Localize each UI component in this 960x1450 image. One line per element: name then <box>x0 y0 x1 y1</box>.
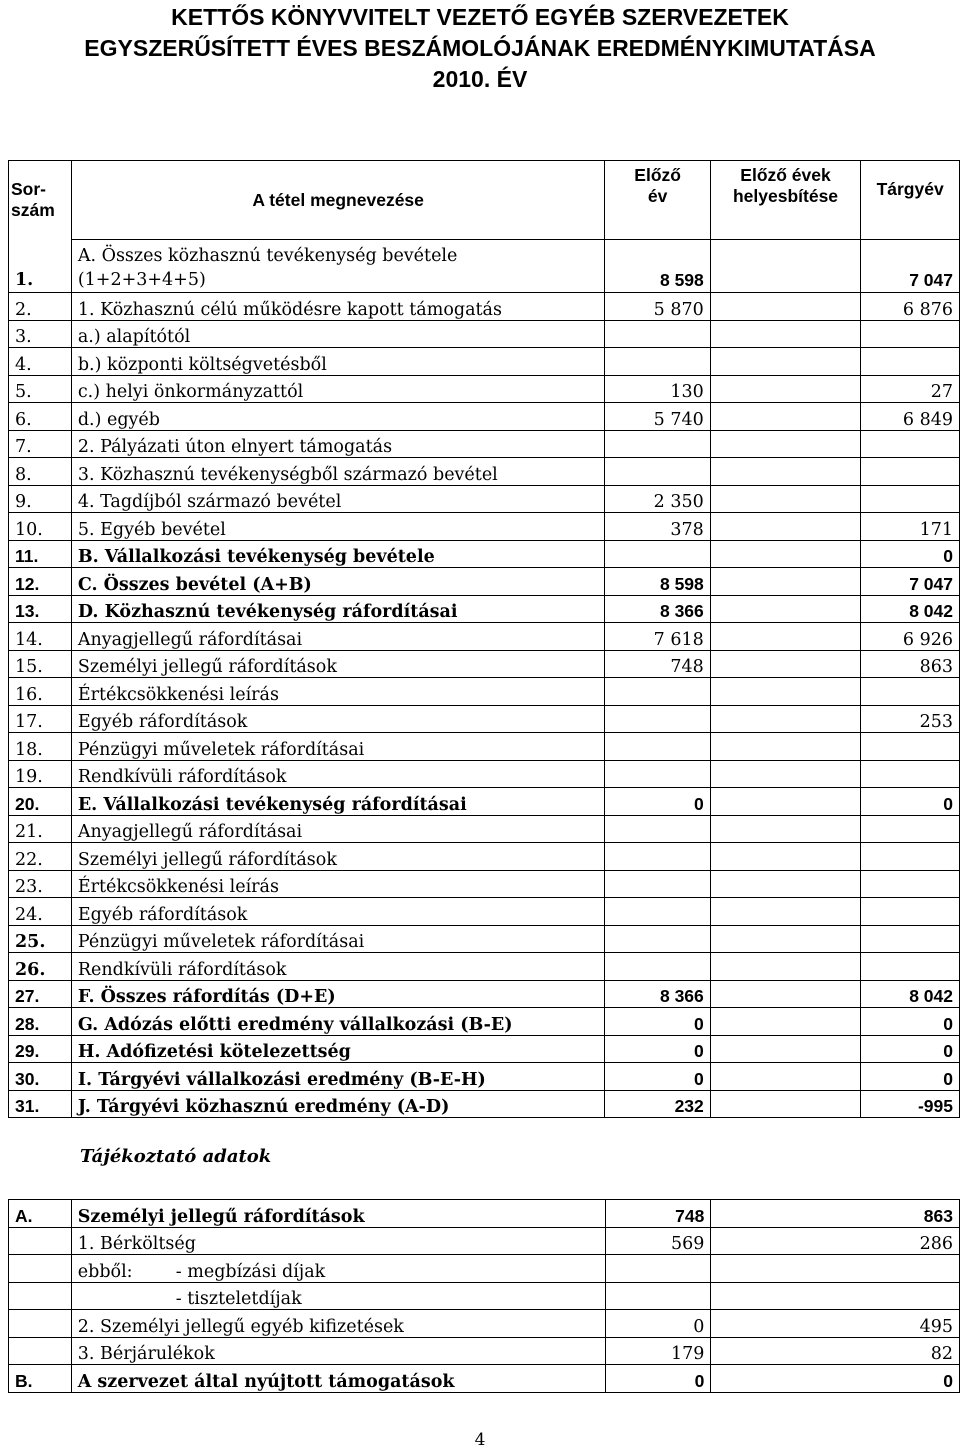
info-previous-year-value <box>605 1255 711 1283</box>
row-number: 21. <box>9 815 72 843</box>
adjustment-value <box>710 870 860 898</box>
header-row-number: Sor- szám <box>9 161 72 240</box>
adjustment-value <box>710 458 860 486</box>
info-item-name <box>71 1282 605 1310</box>
previous-year-value <box>605 348 710 376</box>
previous-year-value <box>605 815 710 843</box>
row-number: 2. <box>9 293 72 321</box>
table-row <box>9 293 960 321</box>
current-year-value <box>861 925 960 953</box>
item-name: Személyi jellegű ráfordítások <box>71 650 605 678</box>
current-year-value: 0 <box>861 540 960 568</box>
info-row <box>9 1282 960 1310</box>
table-row <box>9 980 960 1008</box>
info-current-year-value <box>711 1255 960 1283</box>
info-previous-year-value: 0 <box>605 1310 711 1338</box>
header-previous-year: Előző év <box>605 161 710 240</box>
info-row-label: B. <box>9 1365 72 1393</box>
previous-year-value: 5 740 <box>605 403 710 431</box>
current-year-value <box>861 348 960 376</box>
current-year-value <box>861 898 960 926</box>
current-year-value: 0 <box>861 1035 960 1063</box>
info-row <box>9 1365 960 1393</box>
previous-year-value <box>605 705 710 733</box>
row-number: 19. <box>9 760 72 788</box>
adjustment-value <box>710 320 860 348</box>
table-row <box>9 458 960 486</box>
table-row <box>9 320 960 348</box>
row-number: 27. <box>9 980 72 1008</box>
row-number: 30. <box>9 1063 72 1091</box>
info-row <box>9 1227 960 1255</box>
item-name: I. Tárgyévi vállalkozási eredmény (B-E-H) <box>71 1063 605 1091</box>
item-name: a.) alapítótól <box>71 320 605 348</box>
adjustment-value <box>710 293 860 321</box>
table-row <box>9 1008 960 1036</box>
info-row-label <box>9 1310 72 1338</box>
table-row <box>9 650 960 678</box>
current-year-value <box>861 870 960 898</box>
info-previous-year-value: 0 <box>605 1365 711 1393</box>
item-name: E. Vállalkozási tevékenység ráfordításai <box>71 788 605 816</box>
supplementary-info-table <box>8 1199 960 1393</box>
current-year-value <box>861 733 960 761</box>
table-row <box>9 1035 960 1063</box>
previous-year-value <box>605 925 710 953</box>
current-year-value: 8 042 <box>861 595 960 623</box>
adjustment-value <box>710 760 860 788</box>
item-name: 1. Közhasznú célú működésre kapott támogatás <box>71 293 605 321</box>
row-number: 13. <box>9 595 72 623</box>
info-previous-year-value: 569 <box>605 1227 711 1255</box>
adjustment-value <box>710 485 860 513</box>
info-item-subname: - megbízási díjak <box>175 1261 326 1282</box>
current-year-value <box>861 458 960 486</box>
header-item-name: A tétel megnevezése <box>71 161 605 240</box>
row-number: 11. <box>9 540 72 568</box>
previous-year-value <box>605 733 710 761</box>
current-year-value: 0 <box>861 1008 960 1036</box>
previous-year-value: 5 870 <box>605 293 710 321</box>
table-row <box>9 1063 960 1091</box>
row-number: 1. <box>9 240 72 293</box>
info-current-year-value: 0 <box>711 1365 960 1393</box>
previous-year-value: 7 618 <box>605 623 710 651</box>
current-year-value: 8 042 <box>861 980 960 1008</box>
adjustment-value <box>710 348 860 376</box>
previous-year-value: 130 <box>605 375 710 403</box>
table-row <box>9 540 960 568</box>
info-row-label <box>9 1282 72 1310</box>
row-number: 29. <box>9 1035 72 1063</box>
info-row-label <box>9 1255 72 1283</box>
previous-year-value: 0 <box>605 788 710 816</box>
current-year-value: 171 <box>861 513 960 541</box>
info-item-name: 1. Bérköltség <box>71 1227 605 1255</box>
info-row <box>9 1337 960 1365</box>
current-year-value <box>861 485 960 513</box>
current-year-value <box>861 320 960 348</box>
current-year-value <box>861 953 960 981</box>
previous-year-value: 8 366 <box>605 980 710 1008</box>
title-line-2: EGYSZERŰSÍTETT ÉVES BESZÁMOLÓJÁNAK EREDMÉNYKIMUTATÁSA <box>84 35 876 61</box>
current-year-value <box>861 815 960 843</box>
info-item-prefix: ebből: <box>77 1261 133 1282</box>
row-number: 3. <box>9 320 72 348</box>
info-current-year-value: 82 <box>711 1337 960 1365</box>
current-year-value <box>861 430 960 458</box>
info-row <box>9 1200 960 1228</box>
item-name: Személyi jellegű ráfordítások <box>71 843 605 871</box>
previous-year-value <box>605 320 710 348</box>
item-name: Pénzügyi műveletek ráfordításai <box>71 733 605 761</box>
item-name: Egyéb ráfordítások <box>71 898 605 926</box>
adjustment-value <box>710 595 860 623</box>
item-name: Anyagjellegű ráfordításai <box>71 623 605 651</box>
table-row <box>9 403 960 431</box>
row-number: 14. <box>9 623 72 651</box>
info-current-year-value <box>711 1282 960 1310</box>
item-name: Értékcsökkenési leírás <box>71 870 605 898</box>
current-year-value: 27 <box>861 375 960 403</box>
table-row <box>9 623 960 651</box>
adjustment-value <box>710 898 860 926</box>
info-item-name: 3. Bérjárulékok <box>71 1337 605 1365</box>
table-row <box>9 485 960 513</box>
info-item-subname: - tiszteletdíjak <box>175 1289 302 1309</box>
row-number: 9. <box>9 485 72 513</box>
row-number: 12. <box>9 568 72 596</box>
row-number: 17. <box>9 705 72 733</box>
previous-year-value: 0 <box>605 1063 710 1091</box>
row-number: 20. <box>9 788 72 816</box>
table-row <box>9 513 960 541</box>
info-item-name: A szervezet által nyújtott támogatások <box>71 1365 605 1393</box>
current-year-value: 0 <box>861 788 960 816</box>
previous-year-value <box>605 678 710 706</box>
current-year-value: 0 <box>861 1063 960 1091</box>
adjustment-value <box>710 375 860 403</box>
previous-year-value: 0 <box>605 1035 710 1063</box>
page-number: 4 <box>474 1430 486 1450</box>
info-current-year-value: 495 <box>711 1310 960 1338</box>
item-name: Anyagjellegű ráfordításai <box>71 815 605 843</box>
row-number: 31. <box>9 1090 72 1118</box>
info-row-label <box>9 1337 72 1365</box>
info-row-label <box>9 1227 72 1255</box>
adjustment-value <box>710 678 860 706</box>
item-name: Rendkívüli ráfordítások <box>71 760 605 788</box>
info-previous-year-value: 748 <box>605 1200 711 1228</box>
current-year-value: 253 <box>861 705 960 733</box>
info-current-year-value: 286 <box>711 1227 960 1255</box>
row-number: 23. <box>9 870 72 898</box>
row-number: 16. <box>9 678 72 706</box>
adjustment-value <box>710 815 860 843</box>
header-adjustments: Előző évek helyesbítése <box>710 161 860 240</box>
table-row <box>9 898 960 926</box>
item-name: 3. Közhasznú tevékenységből származó bevétel <box>71 458 605 486</box>
adjustment-value <box>710 980 860 1008</box>
item-name: Rendkívüli ráfordítások <box>71 953 605 981</box>
info-item-name <box>71 1255 605 1283</box>
current-year-value <box>861 678 960 706</box>
info-item-name: Személyi jellegű ráfordítások <box>71 1200 605 1228</box>
report-title <box>0 2 960 95</box>
title-line-1: KETTŐS KÖNYVVITELT VEZETŐ EGYÉB SZERVEZETEK <box>171 4 789 30</box>
adjustment-value <box>710 430 860 458</box>
item-name: Pénzügyi műveletek ráfordításai <box>71 925 605 953</box>
previous-year-value <box>605 458 710 486</box>
item-name: b.) központi költségvetésből <box>71 348 605 376</box>
adjustment-value <box>710 788 860 816</box>
table-row <box>9 1090 960 1118</box>
info-item-name: 2. Személyi jellegű egyéb kifizetések <box>71 1310 605 1338</box>
info-previous-year-value <box>605 1282 711 1310</box>
info-previous-year-value: 179 <box>605 1337 711 1365</box>
item-name: Értékcsökkenési leírás <box>71 678 605 706</box>
row-number: 5. <box>9 375 72 403</box>
previous-year-value <box>605 898 710 926</box>
adjustment-value <box>710 540 860 568</box>
current-year-value <box>861 843 960 871</box>
previous-year-value: 8 366 <box>605 595 710 623</box>
previous-year-value <box>605 870 710 898</box>
item-name: B. Vállalkozási tevékenység bevétele <box>71 540 605 568</box>
table-row <box>9 760 960 788</box>
current-year-value: -995 <box>861 1090 960 1118</box>
previous-year-value: 232 <box>605 1090 710 1118</box>
title-line-3: 2010. ÉV <box>432 66 528 92</box>
previous-year-value <box>605 843 710 871</box>
row-number: 18. <box>9 733 72 761</box>
table-row <box>9 953 960 981</box>
adjustment-value <box>710 1008 860 1036</box>
info-current-year-value: 863 <box>711 1200 960 1228</box>
info-section-title: Tájékoztató adatok <box>80 1146 272 1167</box>
previous-year-value <box>605 540 710 568</box>
adjustment-value <box>710 1035 860 1063</box>
adjustment-value <box>710 705 860 733</box>
info-row <box>9 1255 960 1283</box>
row-number: 4. <box>9 348 72 376</box>
table-row <box>9 430 960 458</box>
row-number: 25. <box>9 925 72 953</box>
table-row <box>9 375 960 403</box>
info-row-label: A. <box>9 1200 72 1228</box>
adjustment-value <box>710 513 860 541</box>
current-year-value: 7 047 <box>861 240 960 293</box>
adjustment-value <box>710 953 860 981</box>
item-name: d.) egyéb <box>71 403 605 431</box>
header-current-year: Tárgyév <box>861 161 960 240</box>
adjustment-value <box>710 240 860 293</box>
adjustment-value <box>710 1063 860 1091</box>
row-number: 8. <box>9 458 72 486</box>
current-year-value: 7 047 <box>861 568 960 596</box>
adjustment-value <box>710 843 860 871</box>
item-name: J. Tárgyévi közhasznú eredmény (A-D) <box>71 1090 605 1118</box>
previous-year-value: 378 <box>605 513 710 541</box>
previous-year-value: 8 598 <box>605 240 710 293</box>
item-name: 5. Egyéb bevétel <box>71 513 605 541</box>
previous-year-value <box>605 953 710 981</box>
item-name: G. Adózás előtti eredmény vállalkozási (B-E) <box>71 1008 605 1036</box>
table-row <box>9 240 960 293</box>
info-row <box>9 1310 960 1338</box>
adjustment-value <box>710 403 860 431</box>
previous-year-value <box>605 760 710 788</box>
header-row <box>9 161 960 240</box>
table-row <box>9 348 960 376</box>
table-row <box>9 925 960 953</box>
item-name: F. Összes ráfordítás (D+E) <box>71 980 605 1008</box>
table-row <box>9 595 960 623</box>
row-number: 28. <box>9 1008 72 1036</box>
previous-year-value: 2 350 <box>605 485 710 513</box>
adjustment-value <box>710 568 860 596</box>
previous-year-value <box>605 430 710 458</box>
item-name: H. Adófizetési kötelezettség <box>71 1035 605 1063</box>
row-number: 24. <box>9 898 72 926</box>
table-row <box>9 733 960 761</box>
table-row <box>9 843 960 871</box>
item-name: C. Összes bevétel (A+B) <box>71 568 605 596</box>
previous-year-value: 0 <box>605 1008 710 1036</box>
table-row <box>9 815 960 843</box>
adjustment-value <box>710 925 860 953</box>
row-number: 22. <box>9 843 72 871</box>
table-row <box>9 870 960 898</box>
row-number: 26. <box>9 953 72 981</box>
row-number: 10. <box>9 513 72 541</box>
adjustment-value <box>710 623 860 651</box>
table-row <box>9 568 960 596</box>
item-name: A. Összes közhasznú tevékenység bevétele (1+2+3+4+5) <box>71 240 605 293</box>
adjustment-value <box>710 733 860 761</box>
row-number: 6. <box>9 403 72 431</box>
current-year-value: 863 <box>861 650 960 678</box>
current-year-value: 6 876 <box>861 293 960 321</box>
row-number: 15. <box>9 650 72 678</box>
income-statement-table <box>8 160 960 1118</box>
previous-year-value: 8 598 <box>605 568 710 596</box>
previous-year-value: 748 <box>605 650 710 678</box>
item-name: 2. Pályázati úton elnyert támogatás <box>71 430 605 458</box>
item-name: D. Közhasznú tevékenység ráfordításai <box>71 595 605 623</box>
item-name: Egyéb ráfordítások <box>71 705 605 733</box>
adjustment-value <box>710 650 860 678</box>
table-row <box>9 678 960 706</box>
table-row <box>9 705 960 733</box>
current-year-value <box>861 760 960 788</box>
table-row <box>9 788 960 816</box>
item-name: c.) helyi önkormányzattól <box>71 375 605 403</box>
current-year-value: 6 849 <box>861 403 960 431</box>
adjustment-value <box>710 1090 860 1118</box>
row-number: 7. <box>9 430 72 458</box>
item-name: 4. Tagdíjból származó bevétel <box>71 485 605 513</box>
current-year-value: 6 926 <box>861 623 960 651</box>
